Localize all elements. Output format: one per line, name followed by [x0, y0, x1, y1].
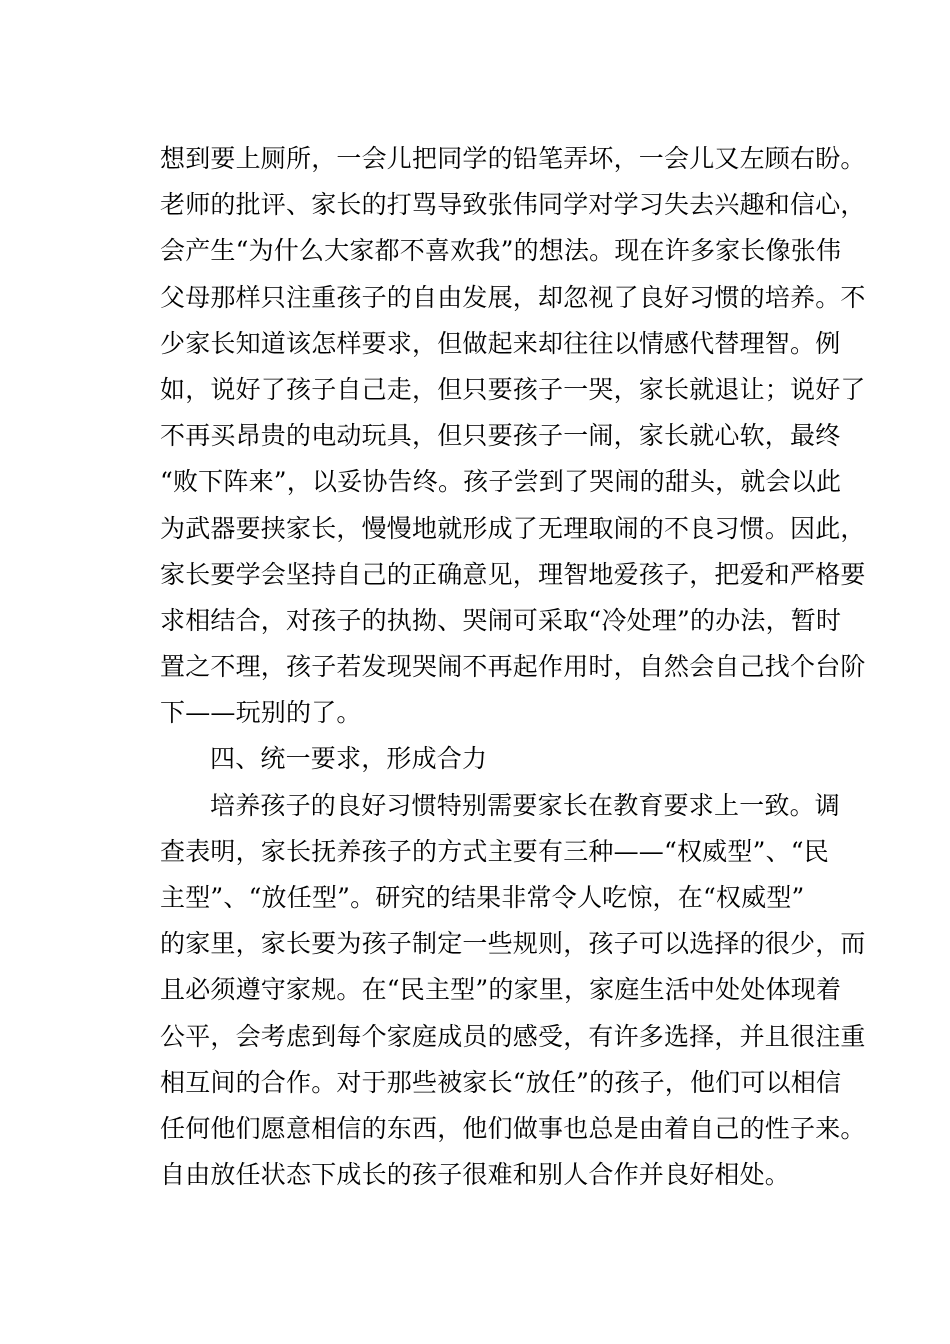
text-line: 且必须遵守家规。在“民主型”的家里，家庭生活中处处体现着: [160, 975, 842, 1005]
body-text: [160, 136, 866, 1198]
text-line: 想到要上厕所，一会儿把同学的铅笔弄坏，一会儿又左顾右盼。: [160, 144, 866, 173]
text-line: 会产生“为什么大家都不喜欢我”的想法。现在许多家长像张伟: [160, 236, 842, 266]
text-line: 相互间的合作。对于那些被家长“放任”的孩子，他们可以相信: [160, 1067, 842, 1097]
paragraph-continuation: [160, 136, 866, 736]
text-line: 父母那样只注重孩子的自由发展，却忽视了良好习惯的培养。不: [160, 282, 866, 312]
text-line: 公平，会考虑到每个家庭成员的感受，有许多选择，并且很注重: [160, 1021, 866, 1051]
text-line: 任何他们愿意相信的东西，他们做事也总是由着自己的性子来。: [160, 1113, 866, 1143]
text-line: 置之不理，孩子若发现哭闹不再起作用时，自然会自己找个台阶: [160, 652, 866, 682]
text-line: “败下阵来”，以妥协告终。孩子尝到了哭闹的甜头，就会以此: [160, 467, 842, 497]
text-line: 老师的批评、家长的打骂导致张伟同学对学习失去兴趣和信心，: [160, 190, 866, 220]
text-line: 下——玩别的了。: [160, 698, 362, 728]
text-line: 如，说好了孩子自己走，但只要孩子一哭，家长就退让；说好了: [160, 374, 866, 404]
text-line: 少家长知道该怎样要求，但做起来却往往以情感代替理智。例: [160, 328, 841, 358]
text-line: 主型”、“放任型”。研究的结果非常令人吃惊，在“权威型”: [160, 883, 805, 912]
text-line: 的家里，家长要为孩子制定一些规则，孩子可以选择的很少，而: [160, 929, 866, 959]
text-line: 查表明，家长抚养孩子的方式主要有三种——“权威型”、“民: [160, 836, 829, 866]
text-line: 为武器要挟家长，慢慢地就形成了无理取闹的不良习惯。因此，: [160, 513, 866, 543]
section-heading-text: 四、统一要求，形成合力: [210, 744, 488, 774]
text-line: 不再买昂贵的电动玩具，但只要孩子一闹，家长就心软，最终: [160, 421, 841, 451]
paragraph: [160, 783, 866, 1199]
section-heading: [160, 736, 800, 782]
text-line: 家长要学会坚持自己的正确意见，理智地爱孩子，把爱和严格要: [160, 559, 866, 589]
text-line: 培养孩子的良好习惯特别需要家长在教育要求上一致。调: [210, 790, 841, 820]
text-line: 自由放任状态下成长的孩子很难和别人合作并良好相处。: [160, 1160, 791, 1190]
text-line: 求相结合，对孩子的执拗、哭闹可采取“冷处理”的办法，暂时: [160, 605, 842, 635]
